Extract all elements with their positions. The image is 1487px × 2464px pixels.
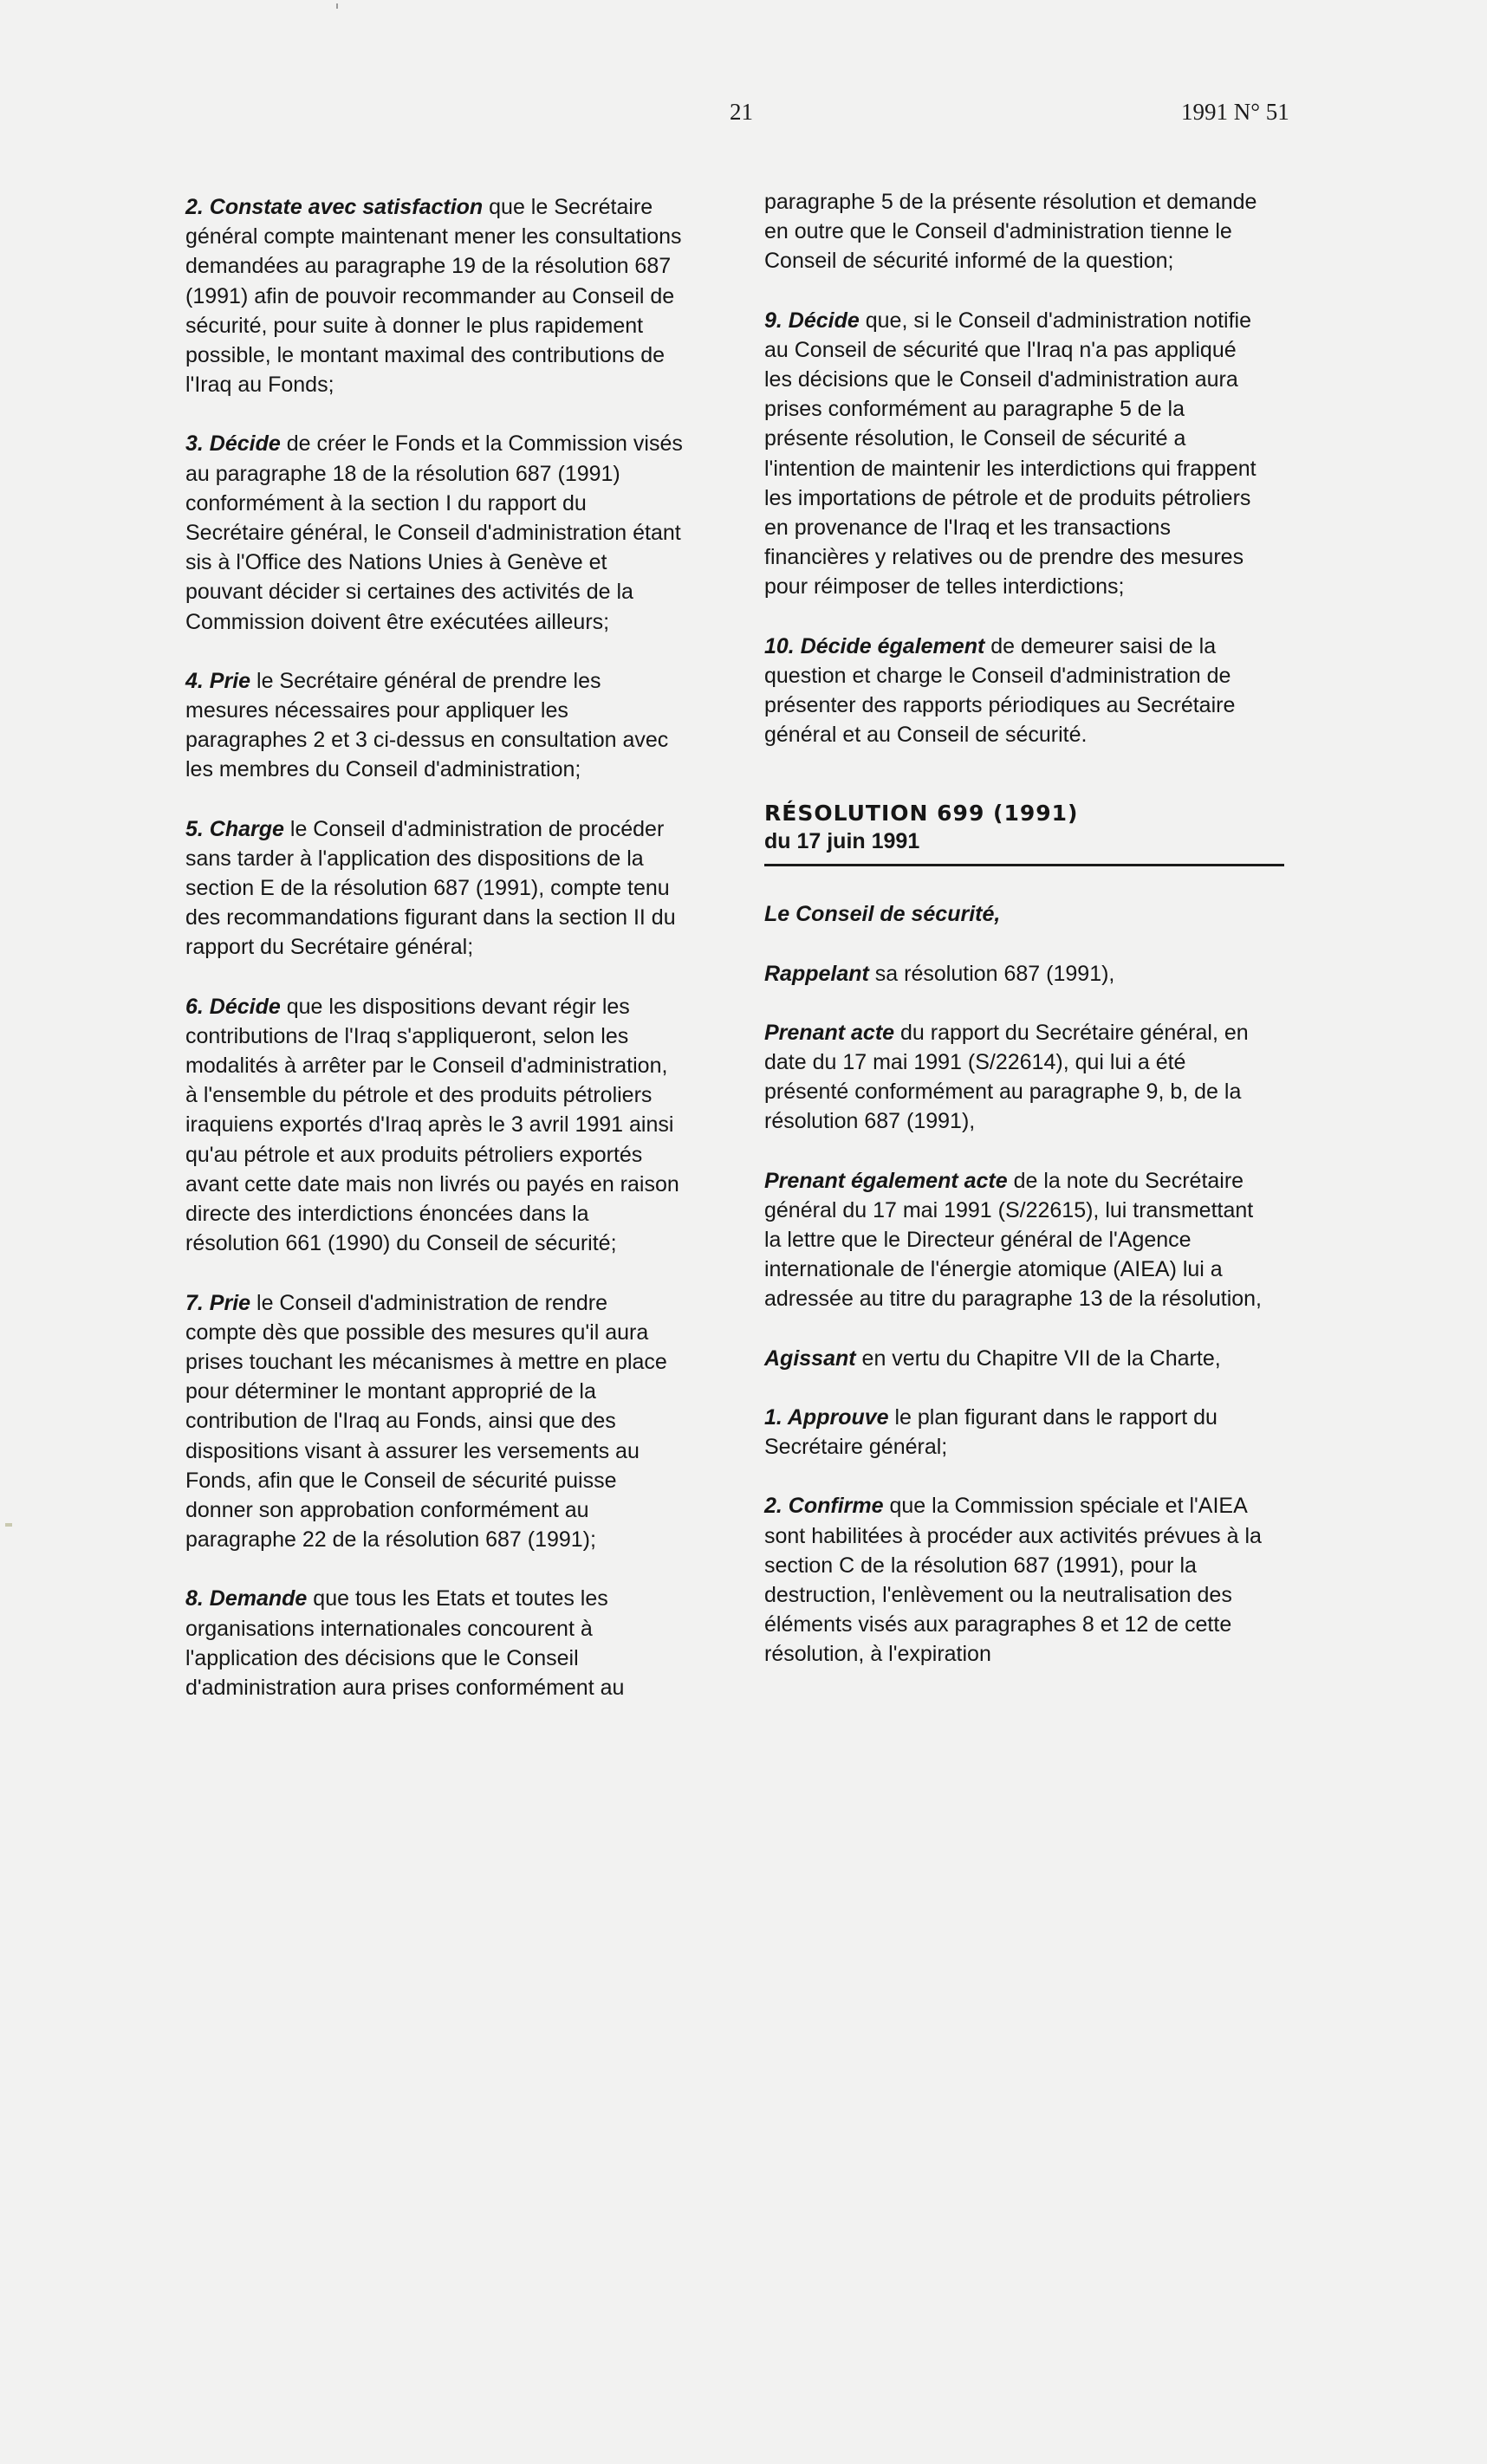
paragraph-text: paragraphe 5 de la présente résolution et demande en outre que le Conseil d'administration tienne le Conseil de sécurité informé de la question; xyxy=(764,190,1257,274)
paragraph-3 xyxy=(185,429,684,636)
paragraph-text: de demeurer saisi de la question et charge le Conseil d'administration de présenter des rapports périodiques au Secrétaire général et au Conseil de sécurité. xyxy=(764,633,1236,748)
paragraph-lead: 5. Charge xyxy=(185,816,284,841)
scan-speck xyxy=(336,3,338,9)
paragraph-lead: 9. Décide xyxy=(764,308,860,333)
paragraph-lead: 1. Approuve xyxy=(764,1404,889,1430)
paragraph-8 xyxy=(185,1584,684,1702)
paragraph-10 xyxy=(764,632,1263,750)
paragraph-lead: Agissant xyxy=(764,1345,856,1371)
paragraph-text: que la Commission spéciale et l'AIEA sont habilitées à procéder aux activités prévues à la section C de la résolution 687 (1991), pour la destruction, l'enlèvement ou la neutralisation des éléments visés aux paragraphes 8 et 12 de cette résolution, à l'expiration xyxy=(764,1494,1262,1667)
paragraph-8-continued xyxy=(764,187,1263,276)
paragraph-text: que les dispositions devant régir les contributions de l'Iraq s'appliqueront, selon les modalités à arrêter par le Conseil d'administration, à l'ensemble du pétrole et des produits pétroliers iraquiens exportés d'Iraq après le 3 avril 1991 ainsi qu'au pétrole et aux produits pétroliers exportés avant cette date mais non livrés ou payés en raison directe des interdictions énoncées dans la résolution 661 (1990) du Conseil de sécurité; xyxy=(185,994,679,1256)
paragraph-9 xyxy=(764,306,1263,602)
paragraph-lead: 4. Prie xyxy=(185,668,251,693)
operative-2 xyxy=(764,1491,1263,1669)
paragraph-text: que le Secrétaire général compte maintenant mener les consultations demandées au paragraphe 19 de la résolution 687 (1991) afin de pouvoir recommander au Conseil de sécurité, pour suite à donner le plus rapidement possible, le montant maximal des contributions de l'Iraq au Fonds; xyxy=(185,195,682,398)
paragraph-2 xyxy=(185,192,684,399)
paragraph-text: que, si le Conseil d'administration notifie au Conseil de sécurité que l'Iraq n'a pas appliqué les décisions que le Conseil d'administration aura prises conformément au paragraphe 5 de la présente résolution, le Conseil de sécurité a l'intention de maintenir les interdictions qui frappent les importations de pétrole et de produits pétroliers en provenance de l'Iraq et les transactions financières y relatives ou de prendre des mesures pour réimposer de telles interdictions; xyxy=(764,308,1256,600)
paragraph-text: sa résolution 687 (1991), xyxy=(868,961,1115,986)
preamble-council xyxy=(764,899,1263,929)
paragraph-6 xyxy=(185,992,684,1259)
resolution-date: du 17 juin 1991 xyxy=(764,829,920,854)
resolution-title: RÉSOLUTION 699 (1991) xyxy=(764,801,1079,827)
paragraph-text: de créer le Fonds et la Commission visés au paragraphe 18 de la résolution 687 (1991) conformément à la section I du rapport du Secrétaire général, le Conseil d'administration étant sis à l'Office des Nations Unies à Genève et pouvant décider si certaines des activités de la Commission doivent être exécutées ailleurs; xyxy=(185,431,683,634)
paragraph-lead: Prenant également acte xyxy=(764,1168,1008,1193)
journal-reference: 1991 N° 51 xyxy=(1181,99,1289,125)
paragraph-lead: Le Conseil de sécurité, xyxy=(764,902,1001,927)
paragraph-7 xyxy=(185,1288,684,1555)
paragraph-5 xyxy=(185,814,684,963)
paragraph-lead: 2. Confirme xyxy=(764,1494,884,1519)
paragraph-text: le Conseil d'administration de procéder sans tarder à l'application des dispositions de la section E de la résolution 687 (1991), compte tenu des recommandations figurant dans la section II du rapport du Secrétaire général; xyxy=(185,816,676,960)
paragraph-text: en vertu du Chapitre VII de la Charte, xyxy=(855,1345,1221,1371)
preamble-prenant-egalement xyxy=(764,1166,1263,1314)
paragraph-lead: 2. Constate avec satisfaction xyxy=(185,195,484,219)
paragraph-text: le plan figurant dans le rapport du Secrétaire général; xyxy=(764,1404,1218,1460)
paragraph-lead: 8. Demande xyxy=(185,1586,308,1611)
paragraph-text: le Secrétaire général de prendre les mesures nécessaires pour appliquer les paragraphes 2 et 3 ci-dessus en consultation avec les membres du Conseil d'administration; xyxy=(185,668,669,782)
preamble-rappelant xyxy=(764,959,1263,989)
paragraph-text: le Conseil d'administration de rendre compte dès que possible des mesures qu'il aura prises touchant les mécanismes à mettre en place pour déterminer le montant approprié de la contribution de l'Iraq au Fonds, ainsi que des dispositions visant à assurer les versements au Fonds, afin que le Conseil de sécurité puisse donner son approbation conformément au paragraphe 22 de la résolution 687 (1991); xyxy=(185,1290,667,1553)
paragraph-lead: 10. Décide également xyxy=(764,633,985,658)
paragraph-text: que tous les Etats et toutes les organisations internationales concourent à l'application des décisions que le Conseil d'administration aura prises conformément au xyxy=(185,1586,625,1700)
paragraph-4 xyxy=(185,666,684,785)
left-column xyxy=(185,192,684,1732)
paragraph-text: du rapport du Secrétaire général, en date du 17 mai 1991 (S/22614), qui lui a été présenté conformément au paragraphe 9, b, de la résolution 687 (1991), xyxy=(764,1020,1249,1134)
paragraph-lead: Rappelant xyxy=(764,961,869,986)
preamble-prenant-acte xyxy=(764,1018,1263,1137)
operative-1 xyxy=(764,1403,1263,1462)
paragraph-lead: Prenant acte xyxy=(764,1020,895,1045)
paragraph-lead: 3. Décide xyxy=(185,431,281,457)
right-column xyxy=(764,187,1263,1699)
paragraph-text: de la note du Secrétaire général du 17 mai 1991 (S/22615), lui transmettant la lettre que le Directeur général de l'Agence internationale de l'énergie atomique (AIEA) lui a adressée au titre du paragraphe 13 de la résolution, xyxy=(764,1168,1262,1312)
page-number: 21 xyxy=(730,99,753,125)
preamble-agissant xyxy=(764,1344,1263,1373)
scan-edge-mark xyxy=(5,1523,12,1527)
paragraph-lead: 6. Décide xyxy=(185,994,281,1019)
paragraph-lead: 7. Prie xyxy=(185,1290,251,1315)
heading-rule xyxy=(764,864,1284,866)
